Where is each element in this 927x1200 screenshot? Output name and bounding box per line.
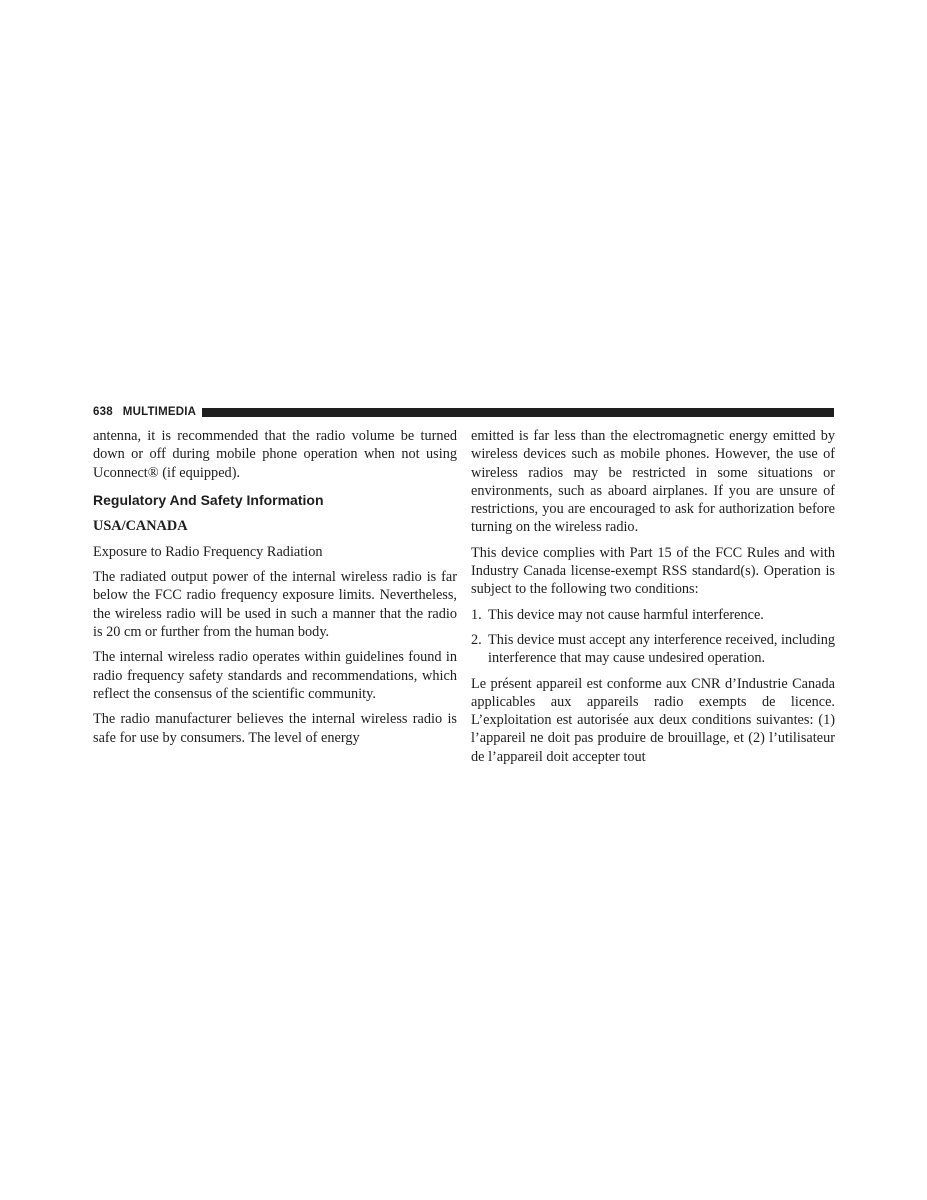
list-item [471,631,835,668]
conditions-list [471,606,835,668]
paragraph-manufacturer: The radio manufacturer believes the internal wireless radio is safe for use by consumers. The level of energy [93,711,457,746]
paragraph-antenna: antenna, it is recommended that the radio volume be turned down or off during mobile phone operation when not using Uconnect® (if equipped). [93,428,457,481]
left-column [93,427,457,754]
right-column [471,427,835,773]
list-item-text: This device may not cause harmful interference. [488,606,764,623]
list-item-number: 1. [471,606,482,623]
heading-regulatory: Regulatory And Safety Information [93,491,324,508]
paragraph-guidelines: The internal wireless radio operates within guidelines found in radio frequency safety standards and recommendations, which reflect the consensus of the scientific community. [93,649,457,702]
paragraph-fcc-compliance: This device complies with Part 15 of the FCC Rules and with Industry Canada license-exempt RSS standard(s). Operation is subject to the following two conditions: [471,544,835,598]
page-header [93,404,834,420]
paragraph-french-notice: Le présent appareil est conforme aux CNR d’Industrie Canada applicables aux appareils radio exempts de licence. L’exploitation est autorisée aux deux conditions suivantes: (1) l’appareil ne doit pas produire de brouillage, et (2) l’utilisateur de l’appareil doit accepter tout [471,675,835,765]
list-item [471,606,835,624]
header-rule [202,408,834,417]
paragraph-emitted: emitted is far less than the electromagnetic energy emitted by wireless devices such as mobile phones. However, the use of wireless radios may be restricted in some situations or environments, such as aboard airplanes. If you are unsure of restrictions, you are encouraged to ask for authorization before turning on the wireless radio. [471,428,835,536]
section-title: MULTIMEDIA [122,406,197,418]
page-number: 638 [93,406,113,418]
list-item-number: 2. [471,631,482,648]
list-item-text: This device must accept any interference received, including interference that may cause undesired operation. [488,631,835,667]
paragraph-exposure: Exposure to Radio Frequency Radiation [93,543,323,560]
subheading-usa-canada: USA/CANADA [93,517,188,534]
paragraph-output-power: The radiated output power of the internal wireless radio is far below the FCC radio frequency exposure limits. Nevertheless, the wireless radio will be used in such a manner that the radio is 20 cm or further from the human body. [93,569,457,641]
